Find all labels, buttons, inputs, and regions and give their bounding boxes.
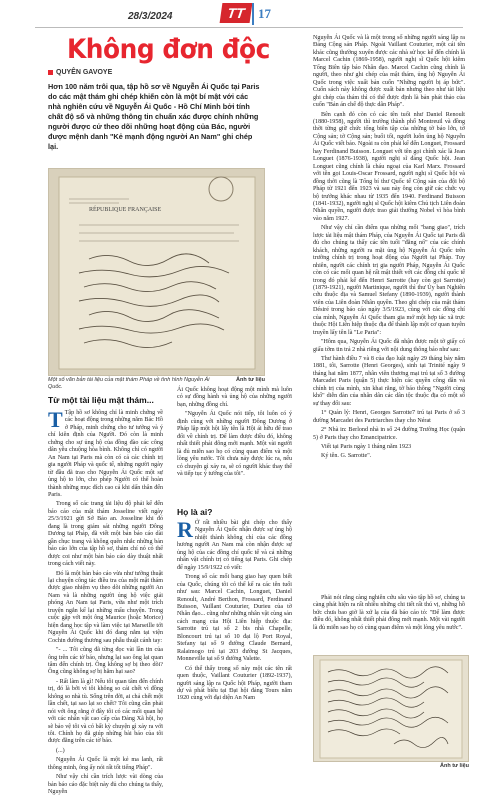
- header-divider: [252, 3, 254, 25]
- paragraph: Ái Quốc không hoạt động một mình mà luôn có sự đồng hành và ủng hộ của những người bạn, những đồng chí.: [177, 387, 292, 408]
- subheading-1: Từ một tài liệu mật thám...: [48, 395, 154, 405]
- archive-document-image: [48, 168, 265, 376]
- paragraph: Thư hành điều 7 và 8 của đạo luật ngày 29 tháng bảy năm 1881, tôi, Sarrotte (Henri Georges), sinh tại Trinité ngày 9 tháng hai năm 1877, nhân viên thương mại trú tại số 3 đường Marcadet Paris (quận 5) thực hiện các quyền công dân và chính trị của mình, xin khai rằng, tờ báo thông "Người cùng khổ" diễn đàn của nhân dân các dân tộc thuộc địa có một số sự thay đổi sau:: [313, 356, 465, 407]
- page-number: 17: [258, 6, 271, 21]
- drop-cap: R: [177, 517, 193, 542]
- paragraph: Có thể thấy trong số này một các tên rất quen thuộc, Vaillant Couturier (1892-1937), người sáng lập ra Quốc hội Pháp, người tham dự và phát biểu tại Đại hội đảng Tours năm 1920 cùng với đại diện An Nam: [177, 665, 292, 702]
- article-column-2: [177, 387, 292, 504]
- paragraph: Như vậy chỉ cần trích lược vài dòng của bản báo cáo đặc biệt này đủ cho chúng ta thấy, Nguyễn: [48, 774, 163, 796]
- article-column-3: [313, 35, 465, 595]
- paragraph: 1° Quản lý: Henri, Georges Sarrotte7 trú tại Paris ở số 3 đường Marcadet des Partriarches thay cho Nérat: [313, 410, 465, 424]
- paragraph: Viết tại Paris ngày 1 tháng năm 1923: [321, 444, 412, 451]
- paragraph: "Hôm qua, Nguyễn Ái Quốc đã nhận được một tờ giấy có giấu tờm tin trả 2 nhà riêng với nội dung thông báo như sau:: [313, 339, 465, 353]
- paragraph: - Rất làm là gì! Nếu tôi quan tâm đến chính trị, đó là bởi vì tôi không so cái chết vì đồng không so nhà tù. Sống trên đời, ai chả chết một lần chết, tại sao lại so chết? Tôi cũng cần phải nói với ông rằng ở đây tôi có các mối quan hệ với các nhân vật cao cấp của Đảng Xã hội, họ sẽ bảo vệ tôi và có bất kỳ chuyện gì xảy ra với tôi. Chính họ đã giúp những bài báo của tôi được đăng trên các tờ báo.: [48, 678, 163, 745]
- article-column-1: [48, 407, 163, 796]
- doc-header: RÉPUBLIQUE FRANÇAISE: [89, 207, 162, 213]
- paragraph: "Nguyễn Ái Quốc nói tiếp, tôi luôn có ý định cùng với những người Đông Dương ở Pháp lập một hội lấy tên là Hội ái hữu để trao đổi về chính trị. Để làm được điều đó, không nhất thiết phải đông mới mạnh. Một vài người là đủ miễn sao họ có cùng quan điểm và một lòng yêu nước. Tôi chưa nảy được lúc ra, nếu có chuyện gì xảy ra, sẽ có người khác thay thế và tiếp tục ý tưởng của tôi".: [177, 411, 292, 477]
- paragraph: Nguyễn Ái Quốc và là một trong số những người sáng lập ra Đảng Cộng sản Pháp. Ngoài Vaillant Couturier, một cái tên khác cũng thường xuyên được các nhà sử học kể đến chính là Marcel Cachin (1869-1958), người nghị sĩ Quốc hội kiêm Tổng Biên tập báo Nhân đạo. Marcel Cachin cũng chính là người, theo như ghi chép của mật thám, ủng hộ Nguyễn Ái Quốc trong việc xuất bản cuốn "Những người bị áp bức". Cuốn sách này không được xuất bản nhưng theo như tài liệu ghi chép của thám thì có thể được định là bản phát thảo của cuốn "Bản án chế độ thực dân Pháp".: [313, 35, 465, 109]
- image-caption: Một số văn bản tài liệu của mật thám Pháp về tình hình Nguyễn Ái Quốc.: [48, 377, 210, 390]
- paragraph: Phải nói rằng càng nghiên cứu sâu vào tập hồ sơ, chúng ta càng phát hiện ra rất nhiều những chi tiết rất thú vị, những hồ bức chưa bao giờ là xứ lạ của đã báo cáo tỏ: "Để làm được điều đó, không nhất thiết phải đông mới mạnh. Một vài người là đủ miễn sao họ có cùng quan điểm và một lòng yêu nước".: [313, 595, 465, 631]
- article-author: QUYÊN GAVOYE: [56, 69, 113, 76]
- paragraph: Nguyễn Ái Quốc là một kẻ ma lanh, rất thông minh, ông ấy nói rất tốt tiếng Pháp".: [48, 757, 163, 771]
- paragraph: Như vậy chỉ cần điểm qua những mối "bang giao", trích lược tài liệu mật thám Pháp, của Nguyễn Ái Quốc tại Paris đã đủ cho chúng ta thấy các tên tuổi "đăng nổ" của các chính khách, những người ra mặt ủng hộ Nguyễn Ái Quốc trên trường chính trị trong hoạt động của Người tại Pháp. Tuy nhiên, người các chính trị gia người Pháp, Nguyễn Ái Quốc còn có các mối quan hệ rất mật thiết với các đồng chí quốc tế trong đó phải kể đến Henri Sarrotte (hay còn gọi Sarrotte) (1879-1921), người Martinique, người thì thư Ủy ban Nghiên cứu thuộc địa và Samuel Stefany (1890-1939), người thành viên của Liên đoàn Nhân quyền. Theo ghi chép của mật thám Désiré trong báo cáo ngày 3/5/1923, cùng với các đồng chí của mình, Nguyễn Ái Quốc tham gia mở một hợp tác xã trực thuộc Hội Liên hiệp thuộc địa để thành lập một cơ quan tuyên truyền lấy tên là "Le Paria":: [313, 225, 465, 336]
- drop-cap: T: [48, 407, 63, 432]
- paragraph: Ký tên. G. Sarrotte".: [321, 453, 372, 460]
- image-credit: Ảnh tư liệu: [440, 763, 470, 769]
- paragraph: Bên cạnh đó còn có các tên tuổi như Daniel Renoult (1880-1958), người thì trưởng thành phố Montreuil và đồng thời từng giữ chức tổng biên tập của những tờ báo lớn, tờ Cộng sản; tờ Cộng sản; buổi tối, người luôn ủng hộ Nguyễn Ái Quốc viết báo. Ngoài ra còn phải kể đến Longuet, Frossard hay Ferdinand Buisson. Longuet với tên gọi chính xác là Jean Longuet (1876-1938), người nghị sĩ đảng Quốc hội. Jean Longuet cũng chính là cháu ngoại của Karl Marx. Frossard với tên gọi Louis-Oscar Frossard, người nghị sĩ Quốc hội và đồng thời cũng là Tổng bí thư Quốc tế Cộng sản của đội bộ Pháp từ 1921 đến 1923 và sau này ông còn giữ các chức vụ bộ trưởng khác nhau từ 1935 đến 1940. Ferdinand Buisson (1841-1932), người nghị sĩ Quốc hội kiêm Chủ tịch Liên đoàn Nhân quyền, người được trao giải thưởng Nobel vì hòa bình vào năm 1927.: [313, 111, 465, 222]
- paragraph: 2° Nhà in: Berlond nhà in số 24 đường Trường Học (quận 5) ở Paris thay cho Emancipatrice.: [313, 427, 465, 441]
- article-column-2b: [177, 517, 292, 702]
- article-title: Không đơn độc: [67, 34, 270, 65]
- article-column-3b: [313, 595, 465, 653]
- paragraph: Trong số các trang tài liệu độ phải kể đến báo cáo của mật thám Josseline viết ngày 25/3/1921 gửi Sở Bảo an. Josseline khi đó đang là trong giám sát những người Đông Dương tại Pháp, đã viết một bản báo cáo dài gần chục trang và không quên nhắc những bản báo cáo lớn của tập hồ sơ, thám chí nó có thể được coi như một bản báo cáo dày thuật nhất trong cách viết này.: [48, 501, 163, 568]
- author-marker-icon: [48, 70, 53, 75]
- paragraph: R Ở rất nhiều bài ghi chép cho thấy Nguyễn Ái Quốc nhận được sự ủng hộ nhiệt thành không chỉ của các đồng hương người An Nam mà còn nhận được sự ủng hộ của các đồng chí quốc tế và cả những nhân vật chính trị có tiếng tại Paris. Ghi chép để ngày 15/9/1922 có viết:: [177, 517, 292, 571]
- paragraph: "- ... Tôi cũng đã từng đọc vài lần tin của ông trên các tờ báo, nhưng lại sao ông lại quan tâm đến chính trị. Ông không sợ bị theo dõi? Ông cũng không sợ bị hăm hại sao?: [48, 647, 163, 676]
- subheading-2: Họ là ai?: [177, 507, 213, 517]
- paragraph: Đó là một bản báo cáo vừa như tường thuật lại chuyện công tác điều tra của một mật thám được giao nhiệm vụ theo dõi những người An Nam và là những người ủng hộ việc giải phóng An Nam tại Paris, vừa như một trích truyện ngắn kể lại những mẩu chuyện. Trong cuộc gặp với một ông Maurice (hoặc Morice) hiện đang học tập và làm việc tại Marseille tới Nguyễn Ái Quốc khi đó đang nằm tại viện Cochin đường thương sau phẫu thuật cánh tay:: [48, 570, 163, 644]
- paragraph: (...): [56, 747, 65, 754]
- paragraph: T Tập hồ sơ không chỉ là minh chứng về các hoạt động trong những năm Bác Hồ ở Pháp, minh chứng cho tư tưởng và ý chí kiên định của Người. Đó còn là minh chứng cho sự ủng hộ của đồng đào các công dân yêu chuộng hòa bình. Không chỉ có người An Nam tại Paris mà còn có cả các chính trị gia người Pháp và quốc tế, những người ngày từ đầu đã trao cho Nguyễn Ái Quốc một sự ủng hộ to lớn, cho phép Người có thể hoàn thành những mục đích cao cả khi dấn thân đến Paris.: [48, 407, 163, 498]
- paragraph: Trong số các mối bang giao hay quen biết của Quốc, chúng tôi có thể kể ra các tên tuổi như sau: Marcel Cachin, Longuet, Daniel Renoult, André Berthon, Frossard, Ferdinand Buisson, Vaillant Couturier, Durieu của tờ Nhân đạo... cũng như những nhân vật cùng sản cách mạng của Hội Liên hiệp thuộc địa: Sarrotte trú tại số 2 bis nhà Chapelle, Bloncourt trú tại số 10 đại lộ Port Royal, Stefany tại số 9 đường Claude Bernard, Ralaimogo trú tại 203 đường St Jacques, Monneville tại số 9 đường Valette.: [177, 574, 292, 663]
- magazine-logo: TT: [220, 3, 253, 23]
- issue-date: 28/3/2024: [128, 11, 173, 22]
- handwritten-letter-image: [313, 655, 469, 762]
- image-credit: Ảnh tư liệu: [236, 377, 266, 383]
- article-lead: Hơn 100 năm trôi qua, tập hồ sơ về Nguyễn Ái Quốc tại Paris do các mật thám ghi chép khiến còn là một bí mật với các nhà nghiên cứu về Nguyễn Ái Quốc - Hồ Chí Minh bởi tính chất độ số và những thông tin chuẩn xác được chính những người được cử theo dõi những hoạt động của Bác, người được mệnh danh "Kẻ mạnh động người An Nam" ghi chép lại.: [48, 82, 260, 151]
- header-rule: [35, 27, 463, 28]
